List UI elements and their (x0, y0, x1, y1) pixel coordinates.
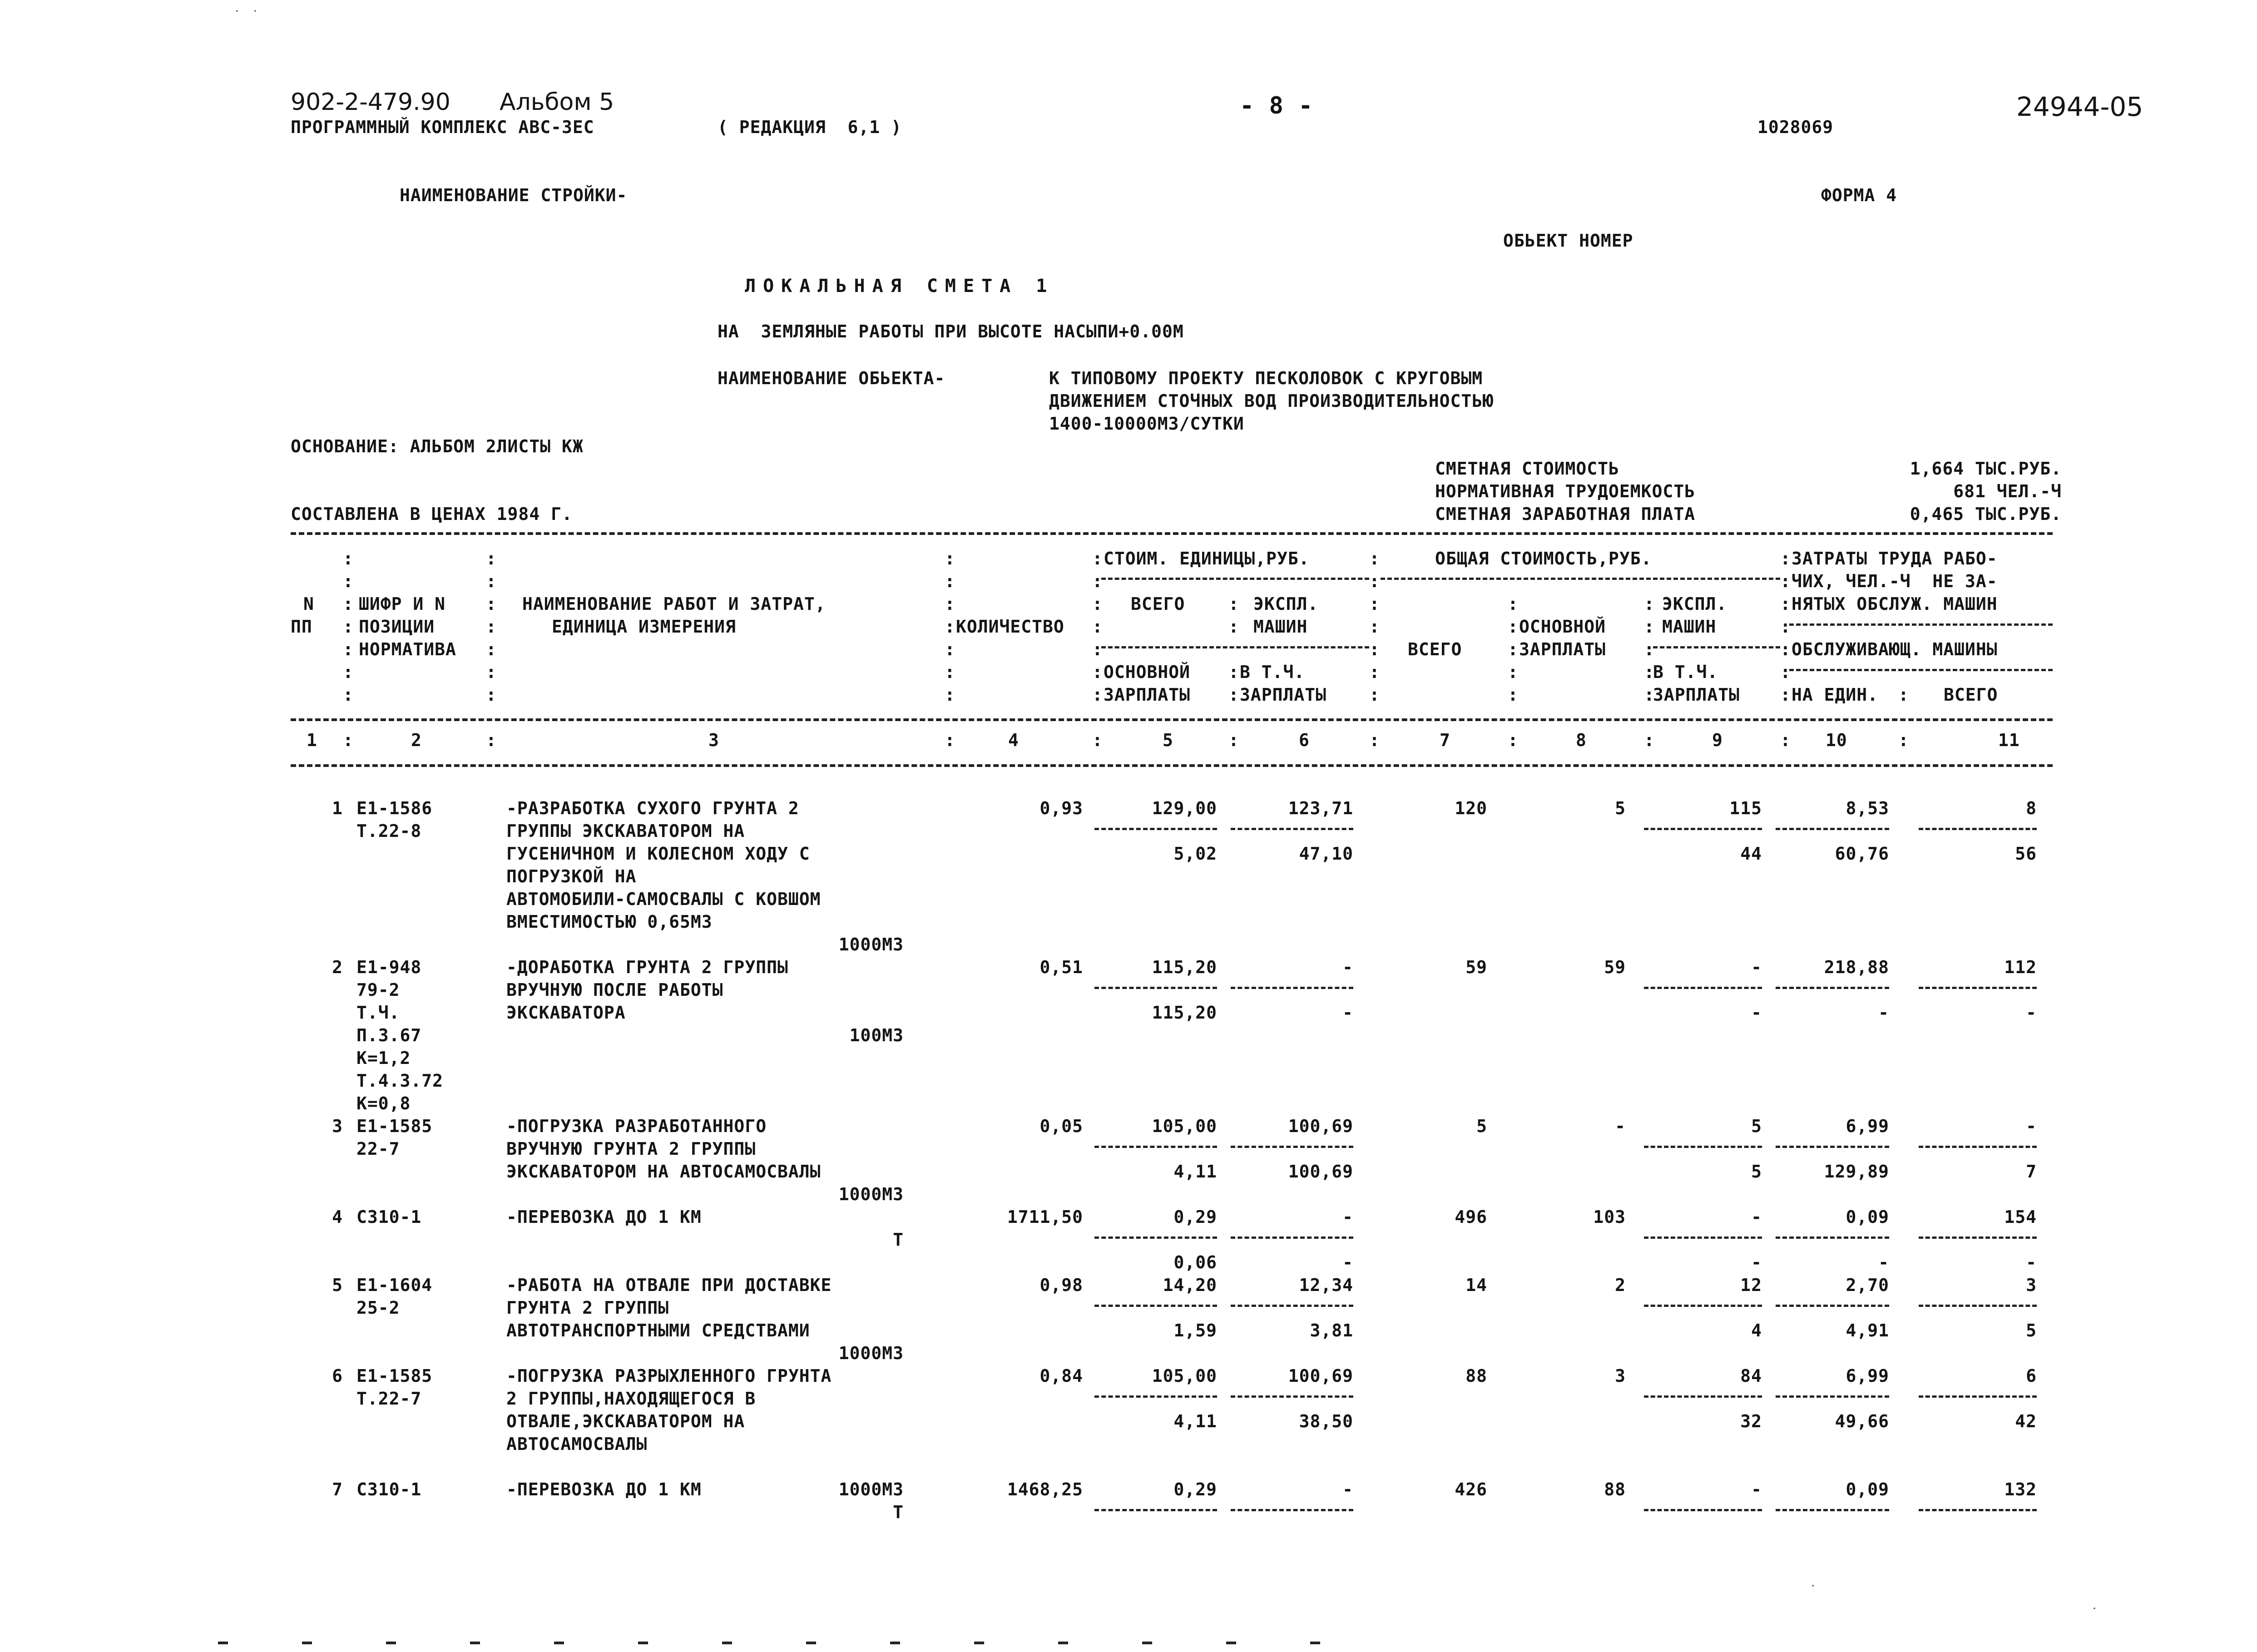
cell-c6-secondary: 100,69 (1288, 1162, 1353, 1182)
column-separator: : : : : : : : (1092, 549, 1103, 705)
column-separator: : : : : : (1508, 594, 1518, 705)
header-labor-group: ЗАТРАТЫ ТРУДА РАБО- (1792, 549, 1998, 569)
cell-c5: 0,29 (1173, 1207, 1217, 1227)
cell-c5: 14,20 (1163, 1275, 1217, 1295)
document-ident: 1028069 (1757, 117, 1834, 137)
document-code: 902-2-479.90 (291, 89, 450, 116)
norm-code: П.3.67 (356, 1025, 422, 1045)
norm-code: Т.22-7 (356, 1389, 422, 1409)
quantity: 0,98 (1039, 1275, 1083, 1295)
header-code: ПОЗИЦИИ (359, 617, 435, 637)
header-total-wage: ОСНОВНОЙ (1519, 617, 1606, 637)
header-unit-machines: ЭКСПЛ. (1253, 594, 1319, 614)
header-code: НОРМАТИВА (359, 639, 456, 659)
cell-c10: 2,70 (1846, 1275, 1889, 1295)
scan-edge-mark (722, 1642, 732, 1644)
cell-c9: 12 (1740, 1275, 1762, 1295)
cell-c10-secondary: - (1878, 1252, 1889, 1272)
cell-underline (1644, 1146, 1762, 1148)
unit-of-measure: 100М3 (849, 1025, 904, 1045)
column-separator: : : : : : : : (1369, 549, 1380, 705)
summary-label: СМЕТНАЯ СТОИМОСТЬ (1435, 459, 1619, 479)
header-work-name: ЕДИНИЦА ИЗМЕРЕНИЯ (552, 617, 736, 637)
cell-underline (1094, 1395, 1217, 1398)
quantity: 0,51 (1039, 957, 1083, 977)
cell-c6: 100,69 (1288, 1366, 1353, 1386)
cell-underline (1644, 1395, 1762, 1398)
header-total-all: ВСЕГО (1408, 639, 1462, 659)
total-cost: 426 (1455, 1479, 1487, 1499)
work-name-line: ПОГРУЗКОЙ НА (506, 866, 637, 886)
cell-c5: 129,00 (1152, 798, 1217, 818)
quantity: 0,05 (1039, 1116, 1083, 1136)
norm-code: 79-2 (356, 980, 400, 1000)
total-wage: 3 (1615, 1366, 1626, 1386)
cell-c11-secondary: 5 (2026, 1321, 2037, 1340)
cell-c6-secondary: - (1342, 1252, 1353, 1272)
document-subtitle: НА ЗЕМЛЯНЫЕ РАБОТЫ ПРИ ВЫСОТЕ НАСЫПИ+0.00М (718, 321, 1184, 341)
cell-c9: - (1751, 957, 1762, 977)
header-n: ПП (291, 617, 312, 637)
header-code: ШИФР И N (359, 594, 446, 614)
cell-underline (1776, 1305, 1889, 1307)
cell-underline (1776, 828, 1889, 830)
cell-c10-secondary: 49,66 (1835, 1411, 1889, 1431)
column-number: 10 (1826, 730, 1847, 750)
column-number: 8 (1576, 730, 1587, 750)
cell-c11-secondary: 42 (2015, 1411, 2037, 1431)
work-name-line: 2 ГРУППЫ,НАХОДЯЩЕГОСЯ В (506, 1389, 756, 1409)
header-unit-wage: ЗАРПЛАТЫ (1104, 685, 1191, 705)
scan-edge-mark (302, 1642, 312, 1644)
cell-c11-secondary: 56 (2015, 844, 2037, 864)
scan-edge-mark (554, 1642, 564, 1644)
scan-edge-mark (218, 1642, 228, 1644)
summary-label: СМЕТНАЯ ЗАРАБОТНАЯ ПЛАТА (1435, 504, 1696, 524)
header-total-wage: ЗАРПЛАТЫ (1519, 639, 1606, 659)
header-subrule (1789, 669, 2053, 671)
cell-c10: 6,99 (1846, 1366, 1889, 1386)
total-cost: 496 (1455, 1207, 1487, 1227)
header-total-cost-group: ОБЩАЯ СТОИМОСТЬ,РУБ. (1435, 549, 1652, 569)
column-separator: : (1228, 730, 1239, 750)
album-label: Альбом 5 (500, 89, 614, 116)
document-title: ЛОКАЛЬНАЯ СМЕТА 1 (745, 276, 1054, 297)
cell-c10: 0,09 (1846, 1479, 1889, 1499)
cell-underline (1644, 1509, 1762, 1511)
cell-underline (1919, 1509, 2037, 1511)
work-name-line: -ПОГРУЗКА РАЗРАБОТАННОГО (506, 1116, 767, 1136)
unit-of-measure: 1000М3 (838, 1479, 904, 1499)
cell-underline (1094, 987, 1217, 989)
cell-c6: - (1342, 1479, 1353, 1499)
cell-c11: 112 (2004, 957, 2037, 977)
cell-c10: 218,88 (1824, 957, 1889, 977)
cell-c10-secondary: 129,89 (1824, 1162, 1889, 1182)
scan-edge-mark (806, 1642, 816, 1644)
row-number: 7 (332, 1479, 343, 1499)
header-total-machines: ЭКСПЛ. (1662, 594, 1727, 614)
form-label: ФОРМА 4 (1821, 185, 1897, 205)
column-separator: : (1898, 685, 1909, 705)
total-cost: 14 (1465, 1275, 1487, 1295)
cell-underline (1644, 987, 1762, 989)
cell-underline (1919, 987, 2037, 989)
construction-name-label: НАИМЕНОВАНИЕ СТРОЙКИ- (400, 185, 628, 205)
column-number: 11 (1998, 730, 2020, 750)
cell-c9: 84 (1740, 1366, 1762, 1386)
norm-code: Е1-948 (356, 957, 422, 977)
header-subrule (1381, 578, 1780, 580)
prices-year-label: СОСТАВЛЕНА В ЦЕНАХ 1984 Г. (291, 504, 573, 524)
header-total-machine-wage: ЗАРПЛАТЫ (1653, 685, 1740, 705)
work-name-line: ВМЕСТИМОСТЬЮ 0,65М3 (506, 912, 713, 932)
cell-c9-secondary: 4 (1751, 1321, 1762, 1340)
scan-speck (2094, 1607, 2095, 1609)
column-number: 3 (708, 730, 719, 750)
unit-of-measure: 1000М3 (838, 1343, 904, 1363)
total-wage: - (1615, 1116, 1626, 1136)
work-name-line: АВТОТРАНСПОРТНЫМИ СРЕДСТВАМИ (506, 1321, 810, 1340)
cell-c11: 132 (2004, 1479, 2037, 1499)
header-total-machine-wage: В Т.Ч. (1653, 662, 1718, 682)
header-unit-cost-group: СТОИМ. ЕДИНИЦЫ,РУБ. (1104, 549, 1310, 569)
column-separator: : (1780, 730, 1791, 750)
cell-c5-secondary: 0,06 (1173, 1252, 1217, 1272)
cell-underline (1776, 1509, 1889, 1511)
header-bottom-rule (291, 718, 2053, 721)
cell-underline (1231, 1305, 1353, 1307)
header-labor-group: ЧИХ, ЧЕЛ.-Ч НЕ ЗА- (1792, 571, 1998, 591)
summary-value: 0,465 ТЫС.РУБ. (1910, 504, 2062, 524)
norm-code: 22-7 (356, 1139, 400, 1159)
cell-c5-secondary: 5,02 (1173, 844, 1217, 864)
row-number: 2 (332, 957, 343, 977)
cell-underline (1231, 1237, 1353, 1239)
cell-c5: 0,29 (1173, 1479, 1217, 1499)
column-number: 4 (1008, 730, 1019, 750)
work-name-line: -ДОРАБОТКА ГРУНТА 2 ГРУППЫ (506, 957, 788, 977)
header-work-name: НАИМЕНОВАНИЕ РАБОТ И ЗАТРАТ, (522, 594, 826, 614)
work-name-line: -РАБОТА НА ОТВАЛЕ ПРИ ДОСТАВКЕ (506, 1275, 832, 1295)
cell-c6: - (1342, 1207, 1353, 1227)
unit-of-measure: 1000М3 (838, 935, 904, 955)
cell-c10-secondary: - (1878, 1003, 1889, 1023)
cell-c10: 6,99 (1846, 1116, 1889, 1136)
column-separator: : (1644, 730, 1655, 750)
cell-c9-secondary: - (1751, 1252, 1762, 1272)
scan-edge-mark (974, 1642, 984, 1644)
scan-speck (1812, 1585, 1814, 1587)
quantity: 0,93 (1039, 798, 1083, 818)
cell-underline (1776, 1237, 1889, 1239)
cell-c9: 5 (1751, 1116, 1762, 1136)
cell-underline (1776, 1395, 1889, 1398)
column-separator: : : : : : : : (343, 549, 353, 705)
column-separator: : (486, 730, 497, 750)
cell-underline (1094, 1509, 1217, 1511)
cell-c6-secondary: 47,10 (1299, 844, 1353, 864)
work-name-line: ВРУЧНУЮ ПОСЛЕ РАБОТЫ (506, 980, 723, 1000)
header-unit-total: ВСЕГО (1131, 594, 1185, 614)
scan-edge-mark (1142, 1642, 1152, 1644)
scan-speck (254, 10, 256, 12)
column-separator: : (1092, 730, 1103, 750)
header-unit-machine-wage: ЗАРПЛАТЫ (1240, 685, 1327, 705)
header-unit-machines: МАШИН (1253, 617, 1308, 637)
cell-underline (1231, 1146, 1353, 1148)
header-labor-group: НЯТЫХ ОБСЛУЖ. МАШИН (1792, 594, 1998, 614)
object-number-label: ОБЬЕКТ НОМЕР (1503, 231, 1633, 251)
cell-c10: 0,09 (1846, 1207, 1889, 1227)
table-top-rule (291, 532, 2053, 535)
quantity: 1468,25 (1007, 1479, 1083, 1499)
column-separator: : (945, 730, 955, 750)
summary-label: НОРМАТИВНАЯ ТРУДОЕМКОСТЬ (1435, 481, 1696, 501)
norm-code: Т.22-8 (356, 821, 422, 841)
unit-of-measure: 1000М3 (838, 1184, 904, 1204)
total-wage: 5 (1615, 798, 1626, 818)
cell-c11-secondary: - (2026, 1252, 2037, 1272)
norm-code: К=0,8 (356, 1093, 411, 1113)
total-cost: 5 (1476, 1116, 1487, 1136)
cell-c5-secondary: 4,11 (1173, 1411, 1217, 1431)
norm-code: С310-1 (356, 1479, 422, 1499)
cell-c9: - (1751, 1207, 1762, 1227)
basis-label: ОСНОВАНИЕ: АЛЬБОМ 2ЛИСТЫ КЖ (291, 436, 584, 456)
cell-c11: 3 (2026, 1275, 2037, 1295)
edition-label: ( РЕДАКЦИЯ 6,1 ) (718, 117, 902, 137)
norm-code: Е1-1604 (356, 1275, 433, 1295)
column-separator: : : : : : : : (486, 549, 496, 705)
summary-value: 1,664 ТЫС.РУБ. (1910, 459, 2062, 479)
work-name-line: ГУСЕНИЧНОМ И КОЛЕСНОМ ХОДУ С (506, 844, 810, 864)
scan-edge-mark (1310, 1642, 1320, 1644)
work-name-line: -ПЕРЕВОЗКА ДО 1 КМ (506, 1207, 702, 1227)
header-total-machines: МАШИН (1662, 617, 1717, 637)
column-number: 2 (411, 730, 422, 750)
cell-c5-secondary: 115,20 (1152, 1003, 1217, 1023)
cell-underline (1644, 1305, 1762, 1307)
scan-edge-mark (1226, 1642, 1236, 1644)
row-number: 6 (332, 1366, 343, 1386)
cell-c11: 8 (2026, 798, 2037, 818)
column-separator: : : : : : (1644, 594, 1654, 705)
row-number: 5 (332, 1275, 343, 1295)
object-name-line-3: 1400-10000М3/СУТКИ (1049, 414, 1244, 434)
cell-c11-secondary: 7 (2026, 1162, 2037, 1182)
cell-c5-secondary: 4,11 (1173, 1162, 1217, 1182)
column-numbers-rule (291, 764, 2053, 767)
cell-c11: 154 (2004, 1207, 2037, 1227)
work-name-line: -ПЕРЕВОЗКА ДО 1 КМ (506, 1479, 702, 1499)
total-wage: 88 (1604, 1479, 1626, 1499)
row-number: 3 (332, 1116, 343, 1136)
work-name-line: -РАЗРАБОТКА СУХОГО ГРУНТА 2 (506, 798, 799, 818)
total-wage: 2 (1615, 1275, 1626, 1295)
object-name-line-2: ДВИЖЕНИЕМ СТОЧНЫХ ВОД ПРОИЗВОДИТЕЛЬНОСТЬЮ (1049, 391, 1494, 411)
header-subrule (1101, 578, 1369, 580)
total-wage: 59 (1604, 957, 1626, 977)
total-cost: 88 (1465, 1366, 1487, 1386)
cell-underline (1094, 1146, 1217, 1148)
scan-edge-mark (470, 1642, 480, 1644)
header-subrule (1653, 646, 1780, 648)
norm-code: Е1-1585 (356, 1366, 433, 1386)
column-separator: : : : : : : : (945, 549, 955, 705)
header-unit-wage: ОСНОВНОЙ (1104, 662, 1191, 682)
header-labor-service: ОБСЛУЖИВАЮЩ. МАШИНЫ (1792, 639, 1998, 659)
program-name: ПРОГРАММНЫЙ КОМПЛЕКС АВС-3ЕС (291, 117, 594, 137)
header-subrule (1101, 646, 1369, 648)
work-name-line: АВТОМОБИЛИ-САМОСВАЛЫ С КОВШОМ (506, 889, 821, 909)
cell-underline (1919, 828, 2037, 830)
cell-underline (1919, 1395, 2037, 1398)
total-wage: 103 (1593, 1207, 1626, 1227)
unit-of-measure: Т (893, 1502, 904, 1522)
work-name-line: ВРУЧНУЮ ГРУНТА 2 ГРУППЫ (506, 1139, 756, 1159)
cell-c9-secondary: - (1751, 1003, 1762, 1023)
column-number: 1 (307, 730, 317, 750)
cell-c11: - (2026, 1116, 2037, 1136)
total-cost: 120 (1455, 798, 1487, 818)
norm-code: Е1-1585 (356, 1116, 433, 1136)
norm-code: Т.Ч. (356, 1003, 400, 1023)
norm-code: Т.4.3.72 (356, 1071, 444, 1091)
header-n: N (303, 594, 314, 614)
cell-c6-secondary: - (1342, 1003, 1353, 1023)
page-number: - 8 - (1240, 92, 1313, 119)
column-separator: : (1898, 730, 1909, 750)
work-name-line: ОТВАЛЕ,ЭКСКАВАТОРОМ НА (506, 1411, 745, 1431)
scan-speck (236, 10, 238, 12)
cell-c5: 115,20 (1152, 957, 1217, 977)
object-name-line-1: К ТИПОВОМУ ПРОЕКТУ ПЕСКОЛОВОК С КРУГОВЫМ (1049, 368, 1483, 388)
scan-edge-mark (386, 1642, 396, 1644)
work-name-line: ЭКСКАВАТОРОМ НА АВТОСАМОСВАЛЫ (506, 1162, 821, 1182)
summary-value: 681 ЧЕЛ.-Ч (1953, 481, 2062, 501)
object-name-label: НАИМЕНОВАНИЕ ОБЬЕКТА- (718, 368, 945, 388)
column-separator: : : : : (1228, 594, 1239, 705)
cell-c6: - (1342, 957, 1353, 977)
cell-underline (1094, 1237, 1217, 1239)
norm-code: Е1-1586 (356, 798, 433, 818)
cell-underline (1231, 1395, 1353, 1398)
row-number: 4 (332, 1207, 343, 1227)
cell-c11-secondary: - (2026, 1003, 2037, 1023)
cell-c11: 6 (2026, 1366, 2037, 1386)
norm-code: 25-2 (356, 1298, 400, 1318)
cell-c5-secondary: 1,59 (1173, 1321, 1217, 1340)
scan-edge-mark (638, 1642, 648, 1644)
header-quantity: КОЛИЧЕСТВО (956, 617, 1064, 637)
cell-c9: - (1751, 1479, 1762, 1499)
cell-underline (1094, 1305, 1217, 1307)
cell-underline (1231, 987, 1353, 989)
cell-c10-secondary: 60,76 (1835, 844, 1889, 864)
cell-c9-secondary: 5 (1751, 1162, 1762, 1182)
header-labor-unit: НА ЕДИН. (1792, 685, 1879, 705)
column-number: 6 (1299, 730, 1310, 750)
column-number: 7 (1440, 730, 1450, 750)
cell-underline (1919, 1146, 2037, 1148)
cell-c10-secondary: 4,91 (1846, 1321, 1889, 1340)
row-number: 1 (332, 798, 343, 818)
cell-c9-secondary: 32 (1740, 1411, 1762, 1431)
cell-underline (1776, 1146, 1889, 1148)
quantity: 1711,50 (1007, 1207, 1083, 1227)
norm-code: С310-1 (356, 1207, 422, 1227)
cell-underline (1231, 1509, 1353, 1511)
column-separator: : (343, 730, 354, 750)
cell-c6-secondary: 3,81 (1310, 1321, 1353, 1340)
cell-c5: 105,00 (1152, 1366, 1217, 1386)
work-name-line: ГРУППЫ ЭКСКАВАТОРОМ НА (506, 821, 745, 841)
cell-underline (1644, 1237, 1762, 1239)
work-name-line: ГРУНТА 2 ГРУППЫ (506, 1298, 669, 1318)
column-number: 9 (1712, 730, 1723, 750)
cell-c6-secondary: 38,50 (1299, 1411, 1353, 1431)
scan-edge-mark (1058, 1642, 1068, 1644)
norm-code: К=1,2 (356, 1048, 411, 1068)
column-separator: : : : : : : : (1780, 549, 1791, 705)
column-separator: : (1369, 730, 1380, 750)
cell-underline (1231, 828, 1353, 830)
work-name-line: -ПОГРУЗКА РАЗРЫХЛЕННОГО ГРУНТА (506, 1366, 832, 1386)
work-name-line: ЭКСКАВАТОРА (506, 1003, 626, 1023)
cell-c6: 12,34 (1299, 1275, 1353, 1295)
cell-underline (1919, 1237, 2037, 1239)
cell-c10: 8,53 (1846, 798, 1889, 818)
cell-c9: 115 (1729, 798, 1762, 818)
header-labor-total: ВСЕГО (1944, 685, 1998, 705)
cell-c5: 105,00 (1152, 1116, 1217, 1136)
cell-c6: 123,71 (1288, 798, 1353, 818)
cell-underline (1644, 828, 1762, 830)
scan-edge-mark (890, 1642, 900, 1644)
cell-underline (1094, 828, 1217, 830)
header-unit-machine-wage: В Т.Ч. (1240, 662, 1305, 682)
unit-of-measure: Т (893, 1230, 904, 1250)
cell-underline (1919, 1305, 2037, 1307)
work-name-line: АВТОСАМОСВАЛЫ (506, 1434, 648, 1454)
cell-c6: 100,69 (1288, 1116, 1353, 1136)
column-number: 5 (1163, 730, 1173, 750)
quantity: 0,84 (1039, 1366, 1083, 1386)
total-cost: 59 (1465, 957, 1487, 977)
cell-c9-secondary: 44 (1740, 844, 1762, 864)
column-separator: : (1508, 730, 1519, 750)
header-subrule (1789, 623, 2053, 626)
handwritten-stamp-number: 24944-05 (2016, 91, 2143, 122)
cell-underline (1776, 987, 1889, 989)
